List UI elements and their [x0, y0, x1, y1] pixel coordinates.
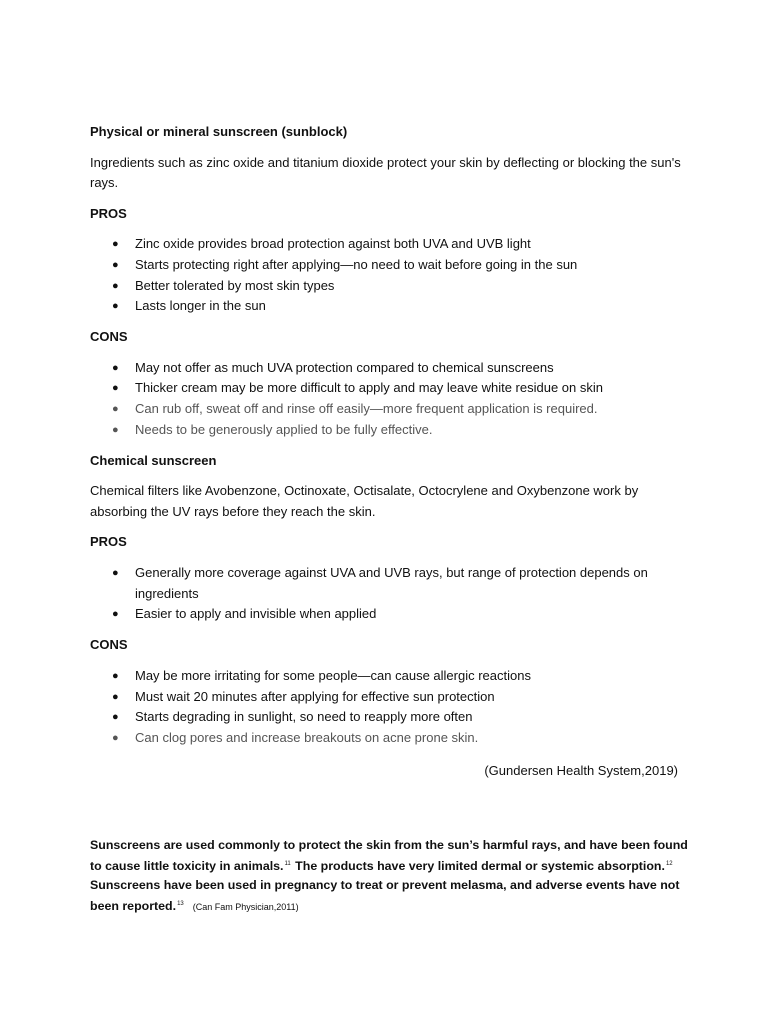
bullet-icon: ●: [112, 669, 119, 682]
list-item: ● Starts degrading in sunlight, so need to reapply more often: [90, 707, 690, 728]
list-item: ● Easier to apply and invisible when applied: [90, 604, 690, 625]
list-item: ● Can rub off, sweat off and rinse off easily—more frequent application is required.: [90, 399, 690, 420]
list-item: ● Zinc oxide provides broad protection against both UVA and UVB light: [90, 234, 690, 255]
list-item: ● May be more irritating for some people—can cause allergic reactions: [90, 666, 690, 687]
footer-paragraph: [90, 836, 690, 917]
bullet-icon: ●: [112, 732, 119, 745]
list-item: ● Starts protecting right after applying—no need to wait before going in the sun: [90, 255, 690, 276]
bullet-icon: ●: [112, 690, 119, 703]
document-body: [90, 122, 690, 781]
list-item: ● Better tolerated by most skin types: [90, 276, 690, 297]
bullet-icon: ●: [112, 382, 119, 395]
reference-marker[interactable]: 12: [665, 861, 673, 867]
bullet-icon: ●: [112, 300, 119, 313]
bullet-icon: ●: [112, 403, 119, 416]
footer-text: Sunscreens have been used in pregnancy to treat or prevent melasma, and adverse events have not been reported.: [90, 878, 680, 913]
section-title-physical: Physical or mineral sunscreen (sunblock): [90, 124, 348, 139]
bullet-icon: ●: [112, 608, 119, 621]
cons-list: [90, 358, 690, 441]
list-item: ● May not offer as much UVA protection compared to chemical sunscreens: [90, 358, 690, 379]
footer-text: The products have very limited dermal or systemic absorption.: [291, 859, 665, 873]
bullet-icon: ●: [112, 424, 119, 437]
pros-label: PROS: [90, 534, 127, 550]
pros-list: [90, 234, 690, 317]
list-item: ● Needs to be generously applied to be fully effective.: [90, 420, 690, 441]
list-item: ● Lasts longer in the sun: [90, 296, 690, 317]
list-item: ● Generally more coverage against UVA and UVB rays, but range of protection depends on ingredients: [112, 564, 648, 601]
bullet-icon: ●: [112, 238, 119, 250]
cons-list: [90, 666, 690, 749]
section-intro-physical: Ingredients such as zinc oxide and titanium dioxide protect your skin by deflecting or blocking the sun's rays.: [90, 154, 681, 190]
footer-source: (Can Fam Physician,2011): [192, 902, 299, 912]
section-intro-chemical: Chemical filters like Avobenzone, Octinoxate, Octisalate, Octocrylene and Oxybenzone work by absorbing the UV rays before they reach the skin.: [90, 483, 639, 519]
list-item: ● Can clog pores and increase breakouts on acne prone skin.: [90, 728, 690, 749]
pros-label: PROS: [90, 205, 127, 221]
bullet-icon: ●: [112, 361, 119, 374]
reference-marker[interactable]: 11: [284, 861, 291, 867]
bullet-icon: ●: [112, 566, 119, 579]
reference-marker[interactable]: 13: [177, 901, 184, 907]
section-title-chemical: Chemical sunscreen: [90, 452, 217, 468]
footer-text: Sunscreens are used commonly to protect the skin from the sun’s harmful rays, and have been found to cause little toxicity in animals.: [90, 838, 688, 873]
citation: (Gundersen Health System,2019): [484, 762, 678, 778]
list-item: ● Thicker cream may be more difficult to apply and may leave white residue on skin: [90, 378, 690, 399]
bullet-icon: ●: [112, 258, 119, 271]
cons-label: CONS: [90, 329, 128, 345]
pros-list: [90, 563, 690, 625]
bullet-icon: ●: [112, 279, 119, 292]
list-item: ● Must wait 20 minutes after applying for effective sun protection: [90, 687, 690, 708]
bullet-icon: ●: [112, 711, 119, 724]
cons-label: CONS: [90, 637, 128, 653]
